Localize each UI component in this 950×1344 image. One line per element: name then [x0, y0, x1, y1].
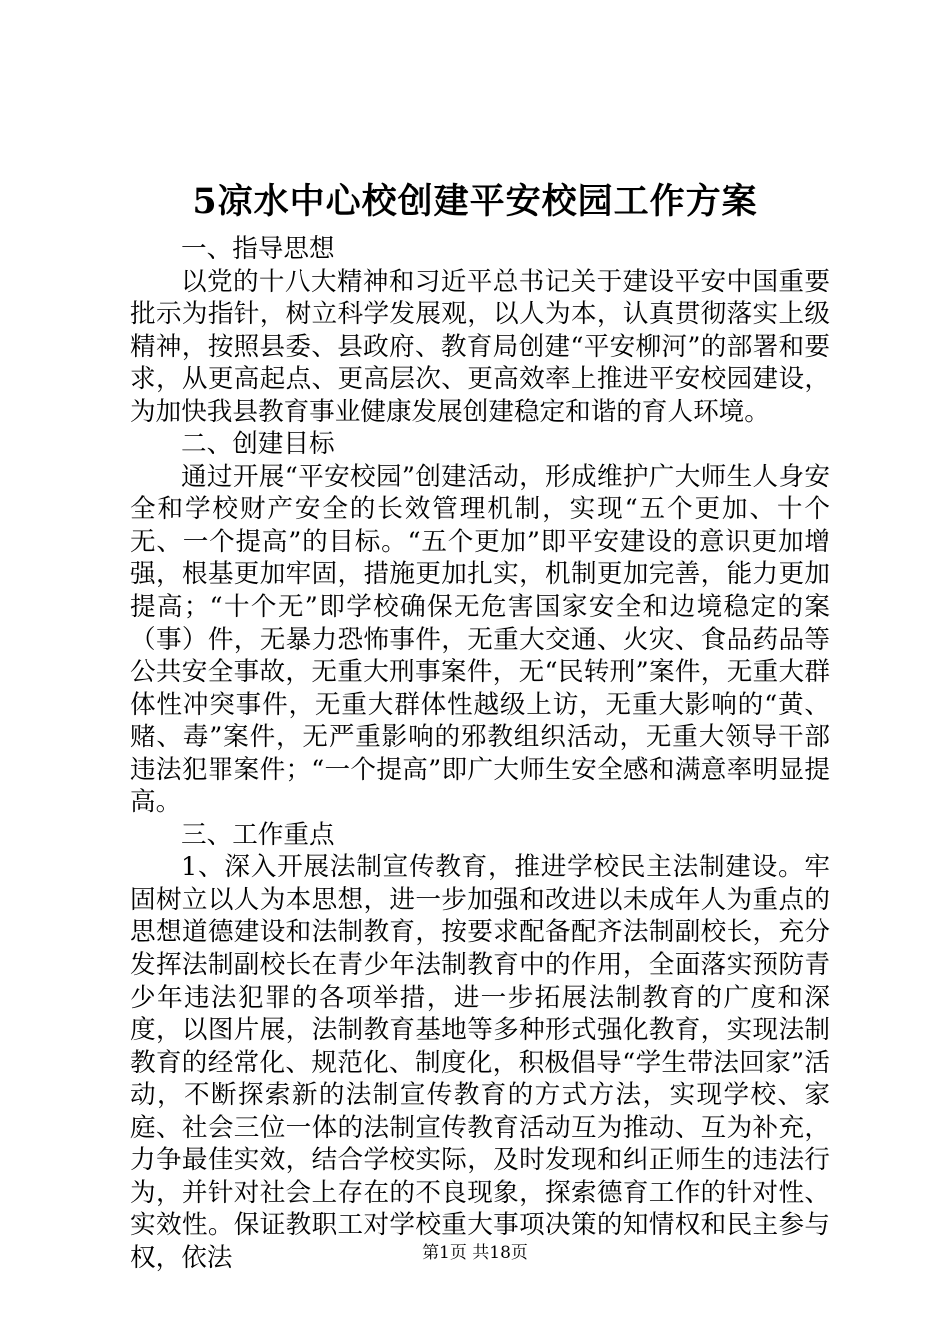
- paragraph-guiding-ideology: 以党的十八大精神和习近平总书记关于建设平安中国重要批示为指针，树立科学发展观，以人为本，认真贯彻落实上级精神，按照县委、县政府、教育局创建“平安柳河”的部署和要求，从更高起点、更高层次、更高效率上推进平安校园建设，为加快我县教育事业健康发展创建稳定和谐的育人环境。: [130, 266, 830, 427]
- section-heading-work-focus: 三、工作重点: [181, 819, 335, 850]
- section-heading-goals: 二、创建目标: [181, 429, 335, 460]
- page-number-footer: 第1页 共18页: [422, 1243, 528, 1263]
- paragraph-goals: 通过开展“平安校园”创建活动，形成维护广大师生人身安全和学校财产安全的长效管理机制，实现“五个更加、十个无、一个提高”的目标。“五个更加”即平安建设的意识更加增强，根基更加牢固，措施更加扎实，机制更加完善，能力更加提高；“十个无”即学校确保无危害国家安全和边境稳定的案（事）件，无暴力恐怖事件，无重大交通、火灾、食品药品等公共安全事故，无重大刑事案件，无“民转刑”案件，无重大群体性冲突事件，无重大群体性越级上访，无重大影响的“黄、赌、毒”案件，无严重影响的邪教组织活动，无重大领导干部违法犯罪案件；“一个提高”即广大师生安全感和满意率明显提高。: [130, 461, 830, 818]
- document-title: 5凉水中心校创建平安校园工作方案: [192, 181, 758, 222]
- paragraph-work-focus: 1、深入开展法制宣传教育，推进学校民主法制建设。牢固树立以人为本思想，进一步加强和改进以未成年人为重点的思想道德建设和法制教育，按要求配备配齐法制副校长，充分发挥法制副校长在青少年法制教育中的作用，全面落实预防青少年违法犯罪的各项举措，进一步拓展法制教育的广度和深度，以图片展，法制教育基地等多种形式强化教育，实现法制教育的经常化、规范化、制度化，积极倡导“学生带法回家”活动，不断探索新的法制宣传教育的方式方法，实现学校、家庭、社会三位一体的法制宣传教育活动互为推动、互为补充，力争最佳实效，结合学校实际，及时发现和纠正师生的违法行为，并针对社会上存在的不良现象，探索德育工作的针对性、实效性。保证教职工对学校重大事项决策的知情权和民主参与权，依法: [130, 852, 830, 1273]
- section-heading-guiding-ideology: 一、指导思想: [181, 234, 335, 264]
- document-body: [130, 233, 830, 1275]
